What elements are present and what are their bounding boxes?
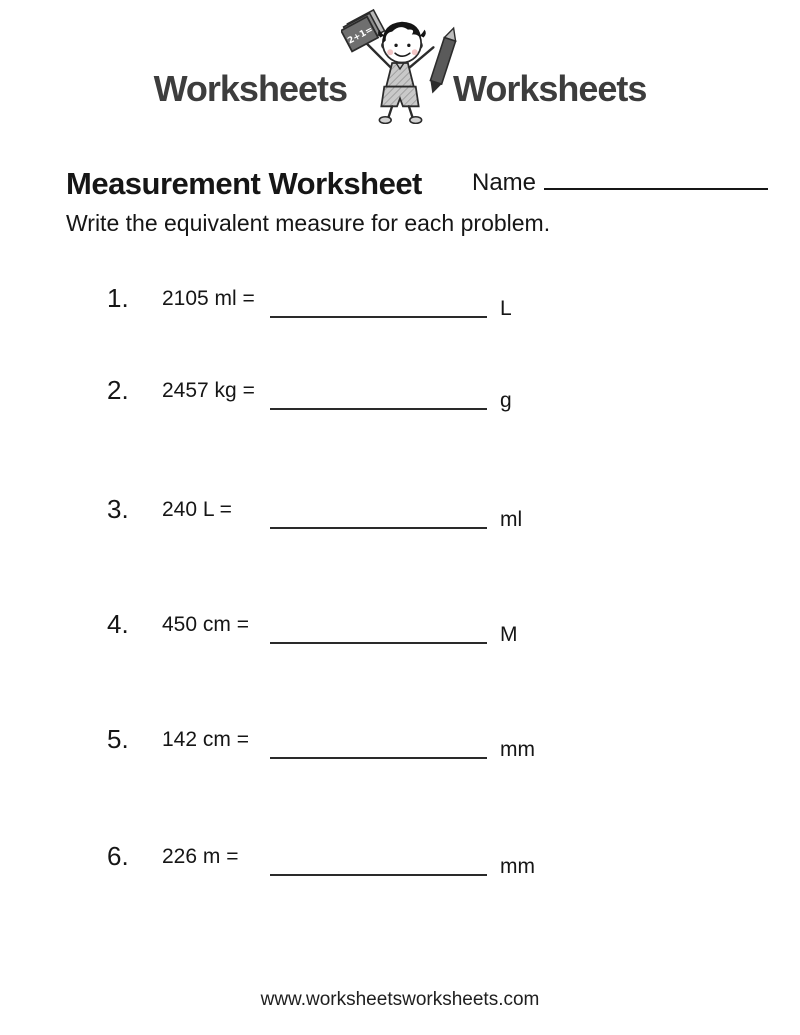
problem-row-5 bbox=[0, 726, 800, 772]
problem-unit: M bbox=[500, 623, 518, 646]
answer-blank-line[interactable] bbox=[270, 408, 487, 410]
problem-number: 5. bbox=[107, 724, 129, 754]
problem-row-6 bbox=[0, 843, 800, 889]
page-title: Measurement Worksheet bbox=[66, 166, 422, 201]
problem-expression: 226 m = bbox=[162, 845, 239, 868]
instructions-text: Write the equivalent measure for each problem. bbox=[66, 210, 551, 236]
problem-expression: 142 cm = bbox=[162, 728, 249, 751]
mascot-legs bbox=[379, 106, 421, 123]
answer-blank-line[interactable] bbox=[270, 527, 487, 529]
logo-header bbox=[0, 6, 800, 124]
answer-blank-line[interactable] bbox=[270, 316, 487, 318]
problem-expression: 240 L = bbox=[162, 498, 232, 521]
problem-expression: 2457 kg = bbox=[162, 379, 255, 402]
mascot-head bbox=[378, 22, 426, 63]
name-label: Name bbox=[472, 169, 537, 196]
footer-website-url: www.worksheetsworksheets.com bbox=[260, 989, 540, 1010]
problem-number: 2. bbox=[107, 375, 129, 405]
problem-unit: ml bbox=[500, 508, 523, 531]
problem-number: 4. bbox=[107, 609, 129, 639]
name-input-line[interactable] bbox=[544, 166, 768, 190]
problem-row-1 bbox=[0, 285, 800, 331]
problem-number: 1. bbox=[107, 283, 129, 313]
problem-unit: mm bbox=[500, 855, 535, 878]
problem-number: 6. bbox=[107, 841, 129, 871]
answer-blank-line[interactable] bbox=[270, 874, 487, 876]
mascot-boy-icon bbox=[341, 8, 459, 124]
answer-blank-line[interactable] bbox=[270, 642, 487, 644]
logo-text-left: Worksheets bbox=[153, 68, 347, 109]
problem-unit: L bbox=[500, 297, 512, 320]
problem-unit: mm bbox=[500, 738, 535, 761]
logo-text-right: Worksheets bbox=[453, 68, 647, 109]
book-label: 2+1= bbox=[346, 25, 375, 47]
problem-row-4 bbox=[0, 611, 800, 657]
problem-expression: 2105 ml = bbox=[162, 287, 255, 310]
problem-row-3 bbox=[0, 496, 800, 542]
problem-unit: g bbox=[500, 389, 512, 412]
problem-number: 3. bbox=[107, 494, 129, 524]
problem-row-2 bbox=[0, 377, 800, 423]
problem-expression: 450 cm = bbox=[162, 613, 249, 636]
answer-blank-line[interactable] bbox=[270, 757, 487, 759]
mascot-body bbox=[381, 63, 418, 106]
name-field-block bbox=[472, 166, 768, 197]
